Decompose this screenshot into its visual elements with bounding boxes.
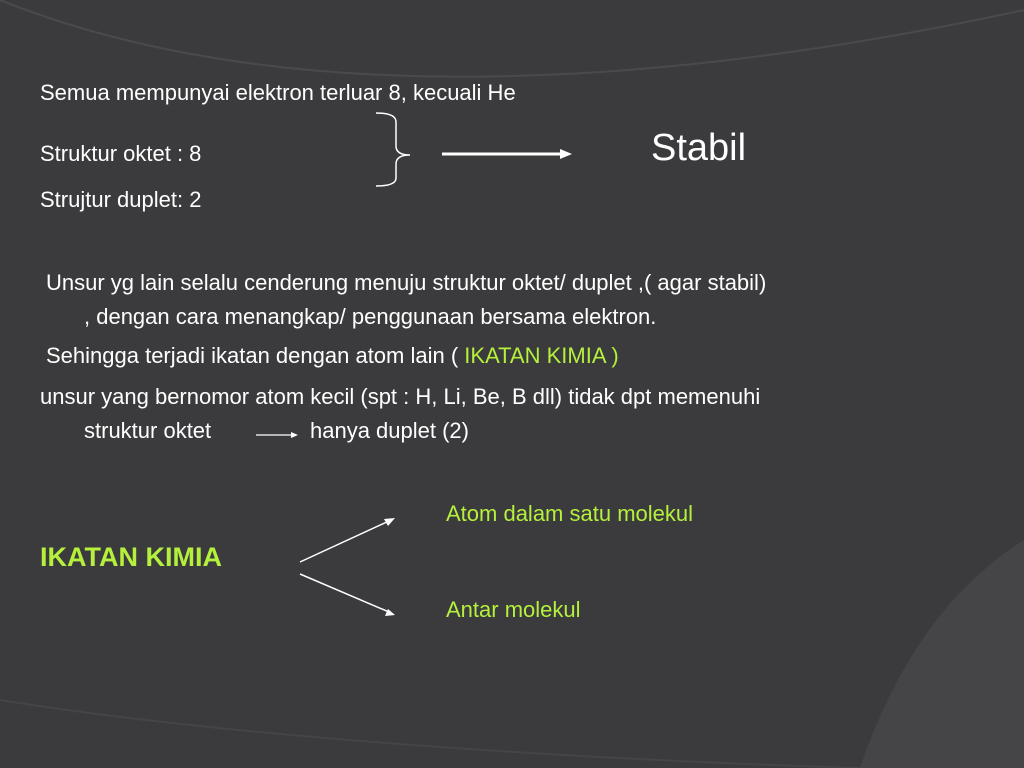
branch-antar-molekul: Antar molekul — [446, 597, 581, 622]
para2-highlight: IKATAN KIMIA ) — [464, 343, 619, 368]
branch-arrow-up — [300, 518, 395, 562]
small-arrow — [256, 432, 298, 438]
curly-brace — [376, 113, 410, 186]
para1-line2: , dengan cara menangkap/ penggunaan bersama elektron. — [84, 304, 657, 329]
ikatan-kimia-heading: IKATAN KIMIA — [40, 542, 222, 572]
para1-line1: Unsur yg lain selalu cenderung menuju struktur oktet/ duplet ,( agar stabil) — [46, 270, 767, 295]
stabil-arrow — [442, 149, 572, 159]
para3-text-a: struktur oktet — [84, 418, 212, 443]
stabil-label: Stabil — [651, 127, 747, 169]
para3-text-b: hanya duplet (2) — [310, 418, 469, 443]
octet-line: Struktur oktet : 8 — [40, 141, 202, 166]
duplet-line: Strujtur duplet: 2 — [40, 187, 202, 212]
branch-arrow-down — [300, 574, 395, 616]
para2-text: Sehingga terjadi ikatan dengan atom lain ( — [46, 343, 465, 368]
para3-line1: unsur yang bernomor atom kecil (spt : H, Li, Be, B dll) tidak dpt memenuhi — [40, 384, 761, 409]
intro-line: Semua mempunyai elektron terluar 8, kecuali He — [40, 80, 516, 105]
branch-atom-dalam-satu-molekul: Atom dalam satu molekul — [446, 501, 693, 526]
